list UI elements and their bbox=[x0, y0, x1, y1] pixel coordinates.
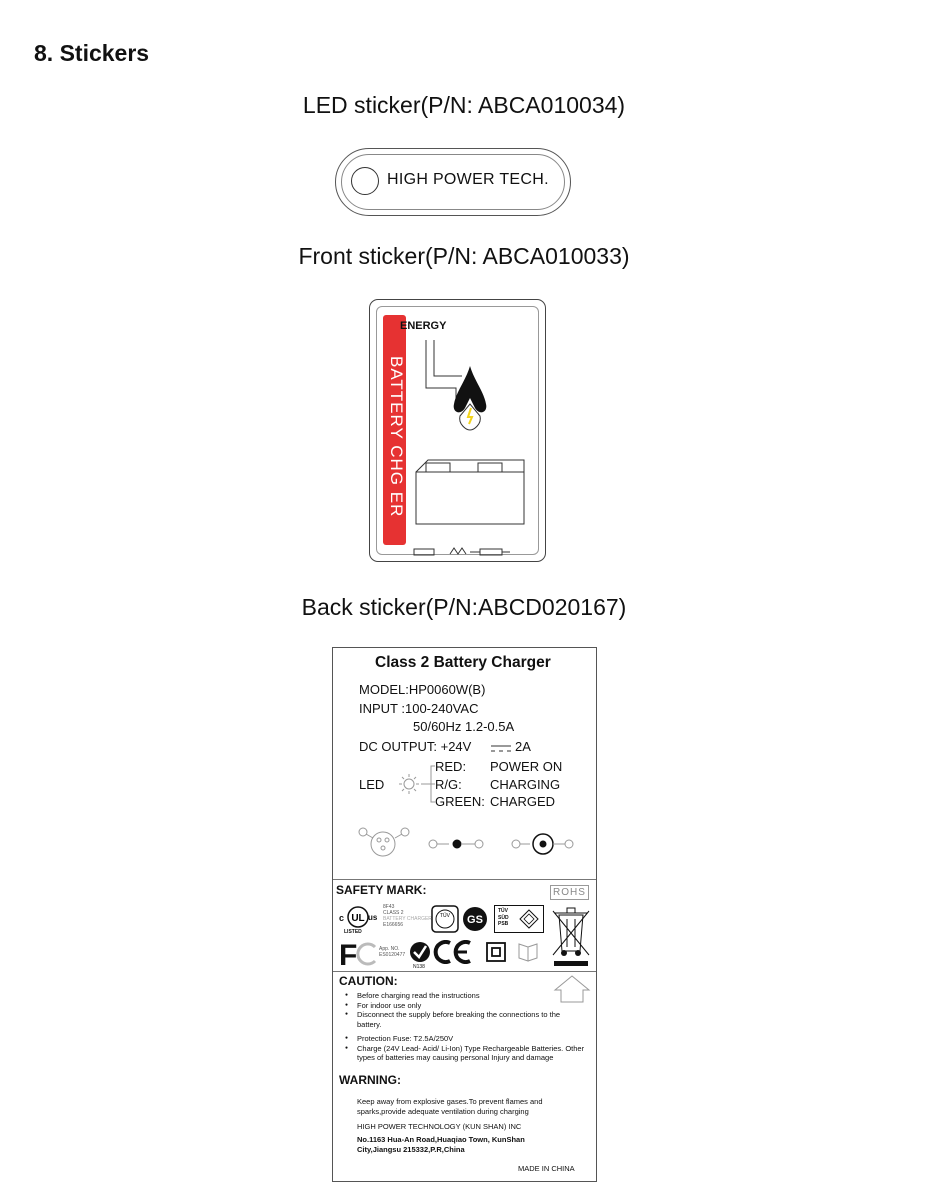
led-sticker bbox=[335, 148, 571, 216]
address-line-2: City,Jiangsu 215332,P.R,China bbox=[357, 1145, 465, 1154]
svg-text:F: F bbox=[339, 939, 358, 969]
led-state-green-color: GREEN: bbox=[435, 794, 485, 809]
n138-text: N138 bbox=[413, 964, 425, 970]
rohs-badge: ROHS bbox=[550, 885, 589, 900]
tuv-sud-line: SÜD bbox=[498, 914, 509, 921]
tuv-gs-mark-icon bbox=[431, 905, 491, 933]
c-tick-mark-icon bbox=[409, 941, 431, 963]
ul-cert-line: BATTERY CHARGER bbox=[383, 916, 432, 922]
ul-cert-line: 8F43 bbox=[383, 904, 395, 910]
app-no-line: App. NO. bbox=[379, 946, 400, 952]
xlr-connector-icon bbox=[359, 828, 409, 856]
company-name: HIGH POWER TECHNOLOGY (KUN SHAN) INC bbox=[357, 1122, 522, 1131]
tuv-sud-line: PSB bbox=[498, 921, 509, 927]
divider bbox=[333, 971, 596, 972]
tuv-sud-psb-mark bbox=[494, 905, 544, 933]
led-state-green-status: CHARGED bbox=[490, 794, 556, 809]
divider bbox=[333, 879, 596, 880]
led-state-rg-color: R/G: bbox=[435, 777, 462, 792]
front-sticker bbox=[369, 299, 546, 562]
read-manual-icon bbox=[516, 940, 542, 964]
ul-us-text: us bbox=[368, 913, 378, 922]
led-sticker-brand-text: HIGH POWER TECH. bbox=[387, 171, 549, 188]
led-window-icon bbox=[351, 167, 379, 195]
caution-list-2 bbox=[343, 1034, 593, 1063]
led-state-red-status: POWER ON bbox=[490, 759, 563, 774]
caution-item: ● Before charging read the instructions bbox=[343, 991, 578, 1001]
svg-text:TÜV: TÜV bbox=[440, 913, 450, 919]
app-no-block bbox=[379, 946, 405, 958]
svg-text:GS: GS bbox=[467, 914, 483, 926]
tuv-sud-line: TÜV bbox=[498, 908, 508, 914]
back-sticker bbox=[332, 647, 597, 1182]
app-no-line: ES0120477 bbox=[379, 952, 406, 958]
caution-item: ● Charge (24V Lead- Acid/ Li-Ion) Type Rechargeable Batteries. Other types of batteries may causing personal Injury and damage bbox=[343, 1044, 593, 1063]
safety-mark-label: SAFETY MARK: bbox=[336, 883, 427, 897]
input-line-1: INPUT :100-240VAC bbox=[359, 701, 479, 716]
connector-polarity-icons bbox=[353, 826, 589, 866]
led-state-red-color: RED: bbox=[435, 759, 467, 774]
caution-item: ● For indoor use only bbox=[343, 1001, 578, 1011]
made-in-text: MADE IN CHINA bbox=[518, 1164, 575, 1173]
weee-bin-icon bbox=[551, 905, 591, 969]
back-sticker-caption: Back sticker(P/N:ABCD020167) bbox=[301, 594, 627, 620]
double-insulated-icon bbox=[485, 941, 509, 963]
power-cord-icon bbox=[414, 548, 510, 555]
ce-mark-icon bbox=[433, 940, 473, 964]
ul-listed-mark bbox=[339, 904, 379, 938]
front-sticker-caption: Front sticker(P/N: ABCA010033) bbox=[298, 243, 630, 269]
leader-line-icon bbox=[434, 340, 462, 376]
center-positive-polarity-icon bbox=[512, 834, 573, 854]
svg-text:UL: UL bbox=[351, 913, 365, 924]
psb-diamond-icon bbox=[519, 909, 539, 929]
caution-item: ● Disconnect the supply before breaking the connections to the battery. bbox=[343, 1010, 578, 1029]
ul-cert-block bbox=[383, 904, 432, 928]
center-negative-polarity-icon bbox=[429, 840, 483, 848]
section-title: 8. Stickers bbox=[34, 40, 150, 66]
back-sticker-title: Class 2 Battery Charger bbox=[375, 654, 551, 671]
dc-output-value: 2A bbox=[515, 739, 531, 754]
caution-list bbox=[343, 991, 578, 1029]
caution-label: CAUTION: bbox=[339, 974, 398, 988]
leader-line-icon bbox=[426, 340, 456, 402]
model-text: MODEL:HP0060W(B) bbox=[359, 682, 486, 697]
dc-symbol-icon bbox=[490, 744, 512, 754]
ul-cert-line: E166656 bbox=[383, 922, 404, 928]
ul-logo-icon bbox=[347, 906, 369, 928]
led-bracket-icon bbox=[397, 760, 437, 810]
front-sticker-artwork bbox=[370, 300, 547, 563]
ul-listed-text: LISTED bbox=[344, 929, 362, 935]
energy-logo-text: ENERGY bbox=[400, 320, 447, 332]
ul-c-text: c bbox=[339, 913, 345, 923]
warning-text: Keep away from explosive gases.To prevent flames and sparks,provide adequate ventilation during charging bbox=[357, 1097, 543, 1116]
caution-item: ● Protection Fuse: T2.5A/250V bbox=[343, 1034, 593, 1044]
ul-cert-line: CLASS 2 bbox=[383, 910, 404, 916]
warning-label: WARNING: bbox=[339, 1073, 401, 1087]
led-state-rg-status: CHARGING bbox=[490, 777, 561, 792]
battery-icon bbox=[416, 460, 524, 524]
input-line-2: 50/60Hz 1.2-0.5A bbox=[413, 719, 515, 734]
front-sticker-vertical-text: BATTERY CHG ER bbox=[387, 356, 406, 518]
address-line-1: No.1163 Hua-An Road,Huaqiao Town, KunShan bbox=[357, 1135, 525, 1144]
led-sticker-caption: LED sticker(P/N: ABCA010034) bbox=[302, 92, 626, 118]
fcc-mark-icon bbox=[339, 939, 379, 969]
led-label: LED bbox=[359, 777, 385, 792]
dc-output-label: DC OUTPUT: +24V bbox=[359, 739, 472, 754]
